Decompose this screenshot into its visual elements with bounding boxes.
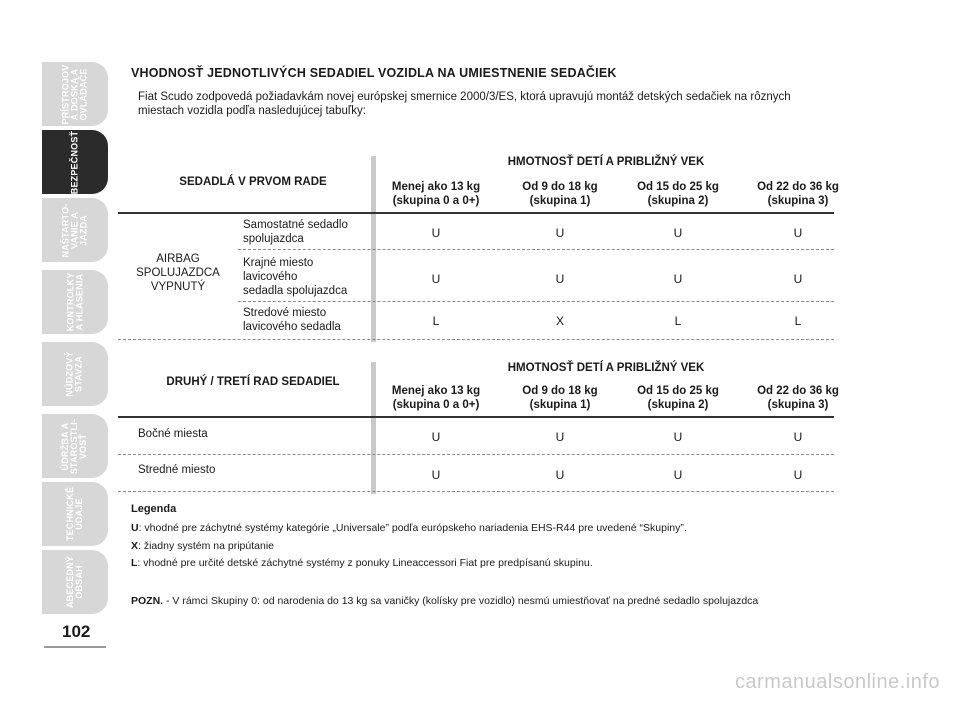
legend-text: : vhodné pre určité detské záchytné systémy z ponuky Lineaccessori Fiat pre predpísanú skupinu.: [137, 557, 593, 569]
tab-nudzovy-stav[interactable]: [42, 342, 108, 406]
column-header: [618, 384, 738, 412]
tab-startovanie-jazda[interactable]: [42, 198, 108, 262]
front-seats-table: [118, 152, 839, 342]
column-header-line: (skupina 0 a 0+): [392, 399, 480, 411]
column-header-line: Menej ako 13 kg: [391, 181, 481, 193]
legend-title: Legenda: [131, 503, 177, 515]
row-label-line: lavicového sedadla: [243, 321, 341, 333]
row-group-label: [118, 252, 238, 294]
column-header: [376, 384, 496, 412]
column-header-line: (skupina 2): [647, 195, 709, 207]
tab-label: PRÍSTROJOV Á DOSKA A OVLÁDAČE: [60, 63, 89, 125]
tab-technicke-udaje[interactable]: [42, 482, 108, 546]
column-header-line: Od 22 do 36 kg: [757, 181, 839, 193]
table-divider: [371, 362, 376, 494]
row-label: [243, 218, 348, 246]
tab-bezpecnost[interactable]: [42, 130, 108, 194]
table-cell: U: [673, 226, 683, 240]
page-number-rule: [44, 646, 106, 648]
tab-label: TECHNICKÉ ÚDAJE: [65, 486, 84, 542]
table-cell: U: [673, 272, 683, 286]
table-cell: U: [793, 272, 803, 286]
legend-key: X: [131, 540, 139, 552]
row-rule: [238, 249, 834, 250]
row-label: [243, 256, 347, 298]
table-cell: U: [431, 272, 441, 286]
column-header: [376, 180, 496, 208]
row-label-line: lavicového: [243, 271, 298, 283]
row-group-line: AIRBAG: [156, 253, 200, 265]
column-header-line: Od 9 do 18 kg: [522, 385, 598, 397]
rear-seats-table: [118, 358, 839, 494]
watermark: carmanualsonline.info: [734, 671, 940, 693]
tab-label: ÚDRŽBA A STAROSTLI- VOSŤ: [60, 418, 89, 474]
legend-key: U: [131, 522, 139, 534]
note-key: POZN.: [131, 595, 164, 607]
table-cell: U: [555, 226, 565, 240]
tab-label: ABECEDNÝ OBSAH: [64, 555, 84, 609]
table-cell: U: [431, 468, 441, 482]
column-header-line: (skupina 1): [529, 195, 591, 207]
table-cell: U: [793, 226, 803, 240]
header-rule: [118, 416, 834, 418]
tab-label: BEZPEČNOSŤ: [69, 130, 80, 194]
table-cell: U: [555, 272, 565, 286]
column-header-line: (skupina 3): [767, 195, 829, 207]
row-rule: [118, 339, 834, 340]
row-rule: [118, 454, 834, 455]
column-header-line: Od 9 do 18 kg: [522, 181, 598, 193]
legend-item: [131, 557, 593, 569]
column-header-line: Od 15 do 25 kg: [637, 385, 719, 397]
table-group-header: HMOTNOSŤ DETÍ A PRIBLIŽNÝ VEK: [507, 362, 705, 374]
section-heading: VHODNOSŤ JEDNOTLIVÝCH SEDADIEL VOZIDLA NA UMIESTNENIE SEDAČIEK: [131, 66, 617, 80]
legend-text: : žiadny systém na pripútanie: [138, 540, 275, 552]
column-header: [500, 384, 620, 412]
table-cell: U: [431, 430, 441, 444]
row-group-line: SPOLUJAZDCA: [136, 267, 220, 279]
column-header-line: (skupina 1): [529, 399, 591, 411]
column-header-line: Od 15 do 25 kg: [637, 181, 719, 193]
tab-label: KONTROLKY A HLÁSENIA: [65, 272, 84, 332]
tab-pristrojova-doska[interactable]: [42, 62, 108, 126]
table-cell: U: [793, 430, 803, 444]
column-header-line: Od 22 do 36 kg: [757, 385, 839, 397]
legend-key: L: [131, 557, 138, 569]
table-cell: U: [673, 430, 683, 444]
table-left-header: DRUHÝ / TRETÍ RAD SEDADIEL: [166, 376, 340, 388]
table-cell: U: [793, 468, 803, 482]
table-cell: U: [555, 430, 565, 444]
row-label-line: Krajné miesto: [243, 257, 314, 269]
tab-label: NÚDZOVÝ STAVZA: [65, 351, 84, 397]
note: [131, 595, 758, 607]
tab-kontrolky[interactable]: [42, 270, 108, 334]
column-header: [500, 180, 620, 208]
column-header-line: (skupina 3): [767, 399, 829, 411]
page-number: 102: [62, 622, 91, 641]
table-left-header: SEDADLÁ V PRVOM RADE: [179, 176, 327, 188]
intro-paragraph: Fiat Scudo zodpovedá požiadavkám novej európskej smernice 2000/3/ES, ktorá upravujú montáž detských sedačiek na rôznych miestach vozidla podľa nasledujúcej tabuľky:: [138, 91, 791, 117]
table-group-header: HMOTNOSŤ DETÍ A PRIBLIŽNÝ VEK: [507, 156, 705, 168]
table-cell: L: [794, 314, 802, 328]
header-rule: [118, 212, 834, 214]
row-label-line: Stredové miesto: [243, 307, 327, 319]
legend-text: : vhodné pre záchytné systémy kategórie „Universale” podľa európskeho nariadenia EHS-R44 pre uvedené “Skupiny”.: [138, 522, 687, 534]
row-rule: [238, 301, 834, 302]
column-header-line: (skupina 0 a 0+): [392, 195, 480, 207]
column-header: [738, 384, 858, 412]
row-rule: [118, 491, 834, 492]
table-cell: U: [673, 468, 683, 482]
row-label: Bočné miesta: [138, 428, 208, 440]
column-header: [738, 180, 858, 208]
row-label: [243, 306, 341, 334]
column-header-line: (skupina 2): [647, 399, 709, 411]
tab-label: NAŠTARTO- VANIE A JAZDA: [60, 203, 89, 257]
table-cell: L: [674, 314, 682, 328]
table-cell: U: [431, 226, 441, 240]
row-label-line: Samostatné sedadlo: [243, 219, 348, 231]
table-cell: U: [555, 468, 565, 482]
note-text: - V rámci Skupiny 0: od narodenia do 13 kg sa vaničky (kolísky pre vozidlo) nesmú umiestňovať na predné sedadlo spolujazdca: [163, 595, 759, 607]
column-header-line: Menej ako 13 kg: [391, 385, 481, 397]
row-label-line: spolujazdca: [243, 233, 304, 245]
legend-item: [131, 540, 274, 552]
row-label-line: sedadla spolujazdca: [243, 285, 348, 297]
legend-item: [131, 522, 687, 534]
table-cell: X: [555, 314, 564, 328]
row-group-line: VYPNUTÝ: [150, 281, 206, 293]
tab-udrzba[interactable]: [42, 414, 108, 478]
table-cell: L: [432, 314, 440, 328]
row-label: Stredné miesto: [138, 464, 216, 476]
column-header: [618, 180, 738, 208]
tab-abecedny-obsah[interactable]: [42, 550, 108, 614]
